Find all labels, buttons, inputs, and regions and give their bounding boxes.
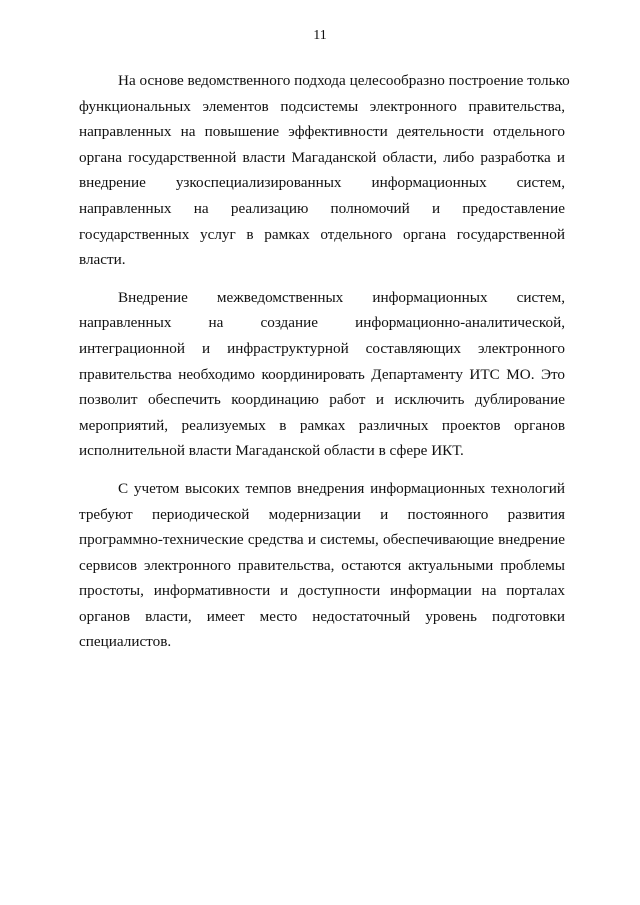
text-line: направленных на создание информационно-аналитической, <box>79 314 565 332</box>
text-line: правительства необходимо координировать Департаменту ИТС МО. Это <box>79 365 565 383</box>
page-number: 11 <box>313 28 327 43</box>
text-line: сервисов электронного правительства, остаются актуальными проблемы <box>79 556 565 574</box>
paragraph-3 <box>79 476 565 655</box>
text-line: органа государственной власти Магаданской области, либо разработка и <box>79 148 565 166</box>
text-line: специалистов. <box>79 633 172 651</box>
text-line: внедрение узкоспециализированных информационных систем, <box>79 174 565 192</box>
text-line: направленных на реализацию полномочий и предоставление <box>79 199 565 217</box>
text-line: интеграционной и инфраструктурной составляющих электронного <box>79 339 565 357</box>
paragraph-2 <box>79 285 565 464</box>
text-line: позволит обеспечить координацию работ и исключить дублирование <box>79 391 565 409</box>
text-line: С учетом высоких темпов внедрения информационных технологий <box>118 479 565 497</box>
text-line: направленных на повышение эффективности деятельности отдельного <box>79 123 565 141</box>
text-line: простоты, информативности и доступности информации на порталах <box>79 582 565 600</box>
text-line: функциональных элементов подсистемы электронного правительства, <box>79 97 565 115</box>
text-line: мероприятий, реализуемых в рамках различных проектов органов <box>79 416 565 434</box>
text-line: власти. <box>79 251 126 269</box>
paragraph-1 <box>79 68 570 273</box>
text-line: требуют периодической модернизации и постоянного развития <box>79 505 565 523</box>
text-line: Внедрение межведомственных информационных систем, <box>118 288 565 306</box>
paragraph-gap <box>79 464 565 476</box>
text-line: исполнительной власти Магаданской области в сфере ИКТ. <box>79 442 464 460</box>
document-body <box>79 68 570 655</box>
text-line: программно-технические средства и системы, обеспечивающие внедрение <box>79 531 565 549</box>
paragraph-gap <box>79 273 565 285</box>
text-line: На основе ведомственного подхода целесообразно построение только <box>118 72 570 89</box>
text-line: государственных услуг в рамках отдельного органа государственной <box>79 225 565 243</box>
text-line: органов власти, имеет место недостаточный уровень подготовки <box>79 607 565 625</box>
